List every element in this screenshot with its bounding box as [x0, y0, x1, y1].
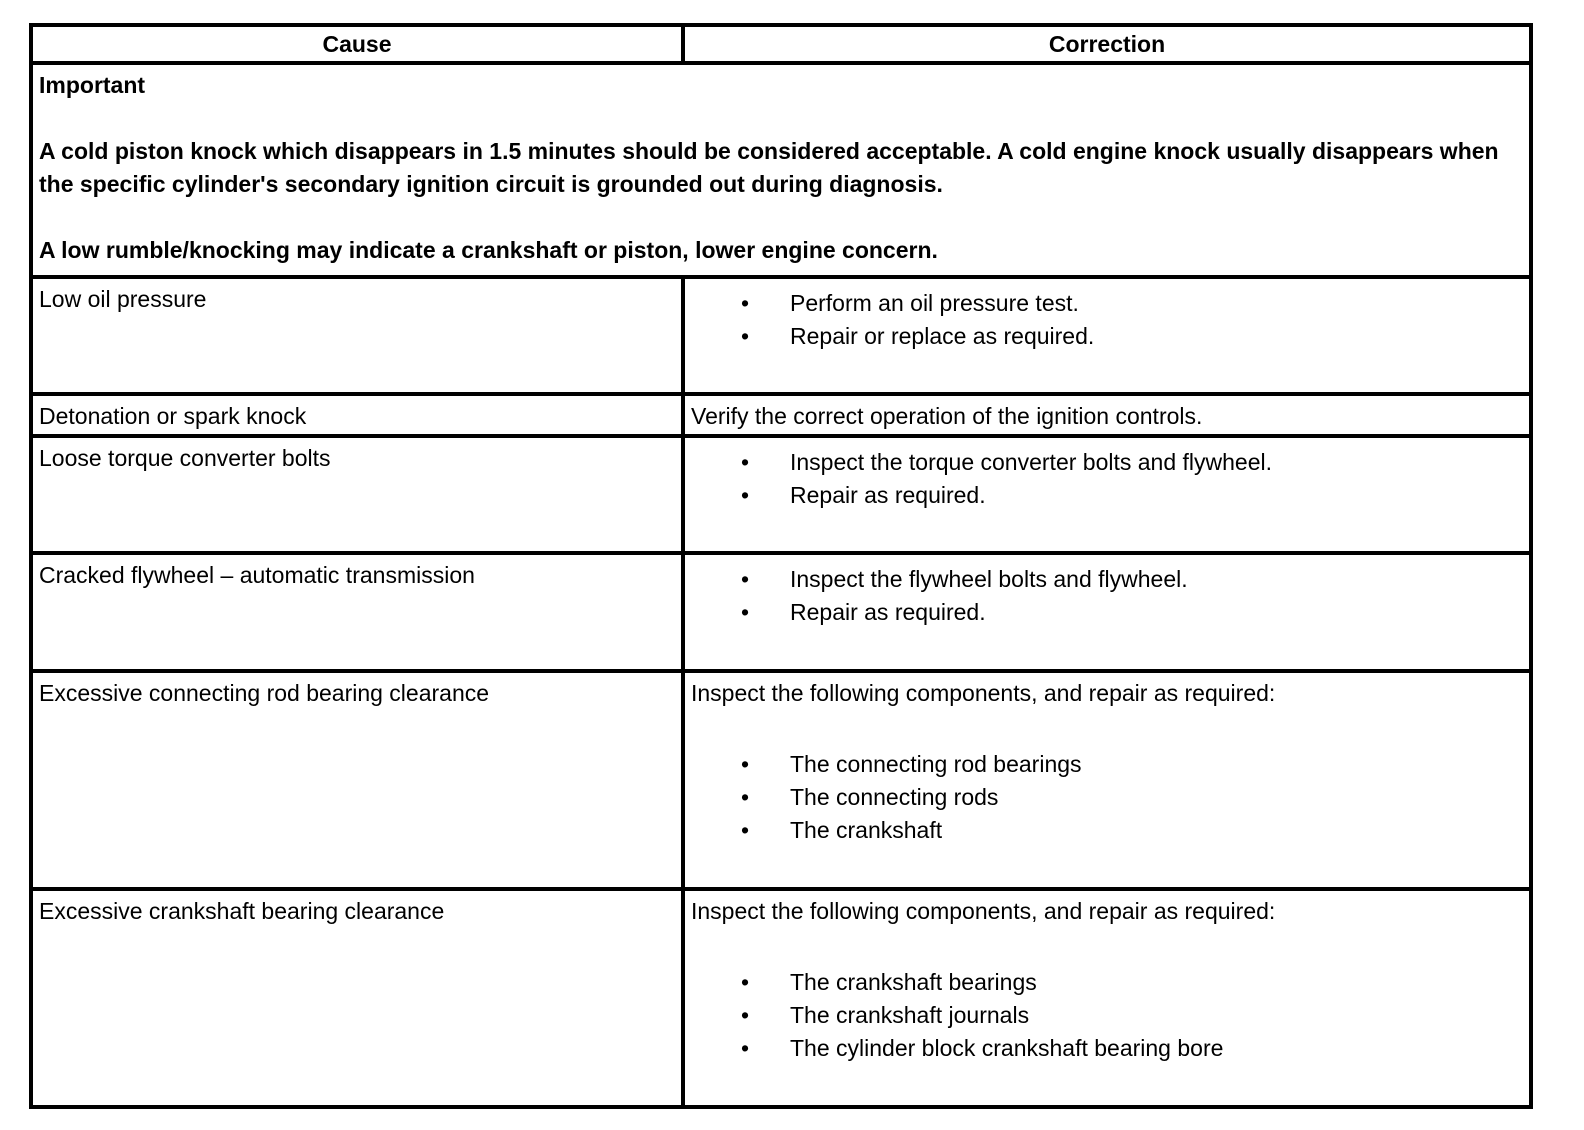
- bullet-icon: •: [741, 1002, 750, 1028]
- important-title: Important: [39, 72, 146, 98]
- header-row: [31, 25, 1531, 63]
- list-item: • The cylinder block crankshaft bearing bore: [685, 1032, 1529, 1065]
- bullet-icon: •: [741, 817, 750, 843]
- bullet-icon: •: [741, 482, 750, 508]
- correction-list: [685, 748, 1529, 847]
- correction-cell: [683, 671, 1531, 889]
- bullet-icon: •: [741, 566, 750, 592]
- correction-header: Correction: [683, 25, 1531, 63]
- correction-text: Inspect the following components, and repair as required:: [691, 680, 1276, 706]
- diagnostic-table: [29, 23, 1533, 1109]
- correction-cell: [683, 277, 1531, 394]
- important-row: [31, 63, 1531, 277]
- cause-header: Cause: [31, 25, 683, 63]
- bullet-icon: •: [741, 969, 750, 995]
- list-item: • The crankshaft: [685, 814, 1529, 847]
- list-item: • Repair as required.: [685, 479, 1529, 512]
- table-row: [31, 671, 1531, 889]
- important-note: [31, 63, 1531, 277]
- correction-list: [685, 966, 1529, 1065]
- correction-list: [685, 563, 1529, 629]
- list-item: • Inspect the flywheel bolts and flywheel.: [685, 563, 1529, 596]
- list-item: • The crankshaft bearings: [685, 966, 1529, 999]
- bullet-icon: •: [741, 323, 750, 349]
- important-paragraph: A cold piston knock which disappears in 1.5 minutes should be considered acceptable. A cold engine knock usually disappears when the specific cylinder's secondary ignition circuit is grounded out during diagnosis.: [39, 138, 1499, 197]
- list-item: • The connecting rods: [685, 781, 1529, 814]
- table-row: [31, 277, 1531, 394]
- list-item: • Perform an oil pressure test.: [685, 287, 1529, 320]
- cause-cell: Loose torque converter bolts: [31, 436, 683, 553]
- important-paragraph: A low rumble/knocking may indicate a crankshaft or piston, lower engine concern.: [39, 237, 938, 263]
- correction-cell: [683, 394, 1531, 436]
- list-item: • Repair or replace as required.: [685, 320, 1529, 353]
- correction-cell: [683, 889, 1531, 1107]
- list-item: • The crankshaft journals: [685, 999, 1529, 1032]
- table-row: [31, 553, 1531, 671]
- table-row: [31, 889, 1531, 1107]
- bullet-icon: •: [741, 1035, 750, 1061]
- list-item: • Inspect the torque converter bolts and flywheel.: [685, 446, 1529, 479]
- bullet-icon: •: [741, 784, 750, 810]
- correction-text: Verify the correct operation of the ignition controls.: [691, 403, 1203, 429]
- correction-list: [685, 446, 1529, 512]
- correction-list: [685, 287, 1529, 353]
- correction-cell: [683, 553, 1531, 671]
- table-row: [31, 394, 1531, 436]
- list-item: • The connecting rod bearings: [685, 748, 1529, 781]
- cause-cell: Low oil pressure: [31, 277, 683, 394]
- bullet-icon: •: [741, 751, 750, 777]
- correction-cell: [683, 436, 1531, 553]
- cause-cell: Excessive connecting rod bearing clearance: [31, 671, 683, 889]
- bullet-icon: •: [741, 599, 750, 625]
- list-item: • Repair as required.: [685, 596, 1529, 629]
- cause-cell: Excessive crankshaft bearing clearance: [31, 889, 683, 1107]
- bullet-icon: •: [741, 290, 750, 316]
- bullet-icon: •: [741, 449, 750, 475]
- table-row: [31, 436, 1531, 553]
- cause-cell: Cracked flywheel – automatic transmission: [31, 553, 683, 671]
- correction-text: Inspect the following components, and repair as required:: [691, 898, 1276, 924]
- cause-cell: Detonation or spark knock: [31, 394, 683, 436]
